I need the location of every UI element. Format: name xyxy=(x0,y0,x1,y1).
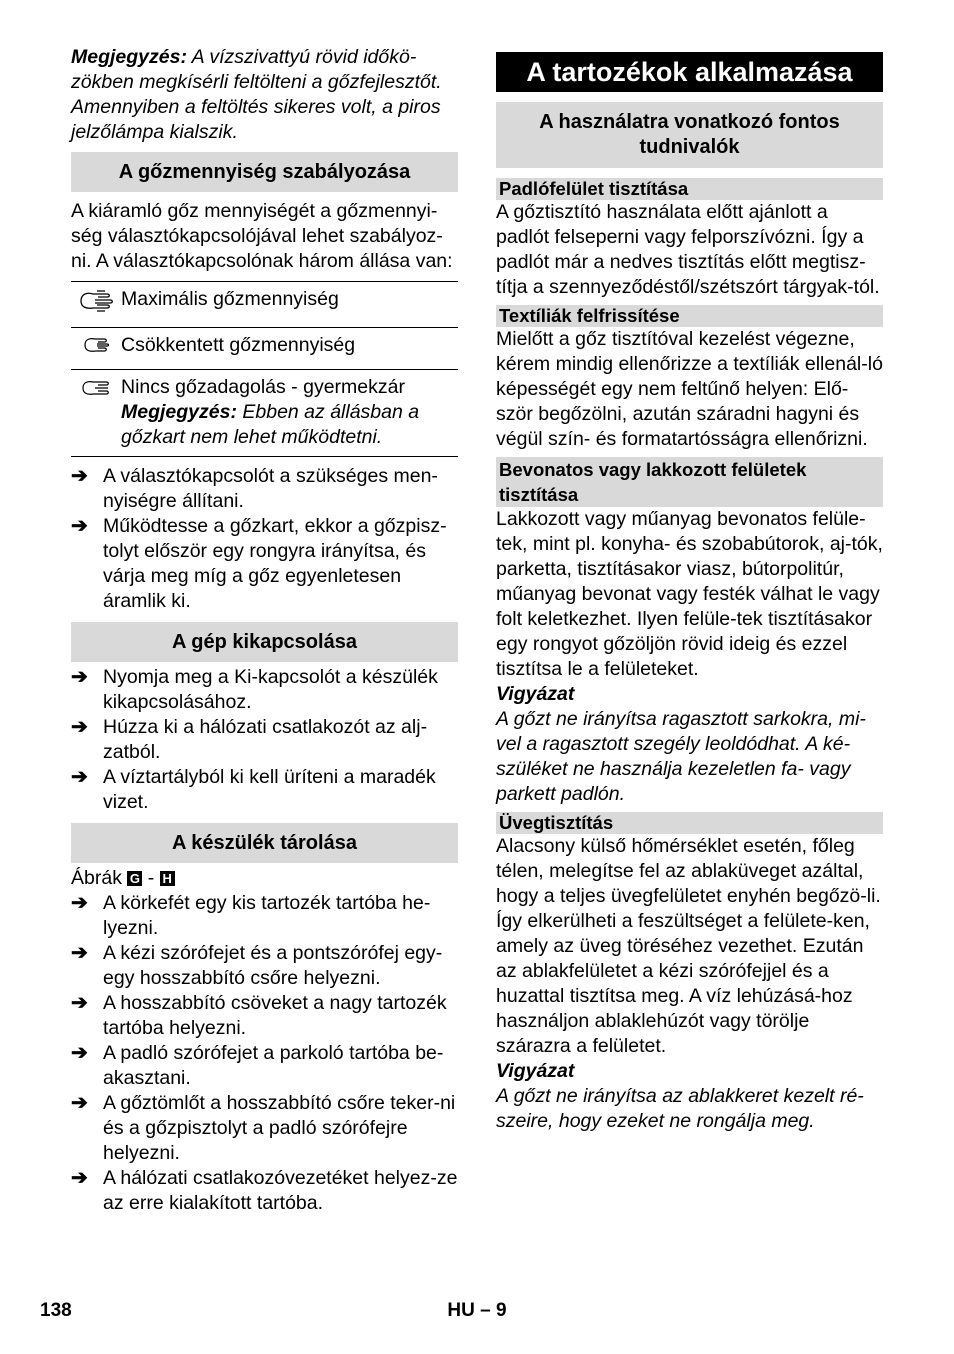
arrow-icon: ➔ xyxy=(71,666,88,688)
child-lock-cell xyxy=(121,370,458,457)
child-lock-label: Nincs gőzadagolás - gyermekzár xyxy=(121,376,405,398)
arrow-icon: ➔ xyxy=(71,942,88,964)
list-item: ➔ A körkefét egy kis tartozék tartóba he-lyezni. xyxy=(71,892,431,939)
glass-heading: Üvegtisztítás xyxy=(496,812,883,834)
reduced-steam-icon xyxy=(71,328,121,370)
coated-warning-text: A gőzt ne irányítsa ragasztott sarkokra, mi-vel a ragasztott szegély leoldódhat. A ké-szüléket ne használja kezeletlen fa- vagy parkett padlón. xyxy=(496,708,866,805)
note-text: Ebben az állásban a gőzkart nem lehet működtetni. xyxy=(121,401,420,448)
list-item: ➔ A gőztömlőt a hosszabbító csőre teker-ni és a gőzpisztolyt a padló szórófejre helyezni. xyxy=(71,1092,456,1164)
floor-heading: Padlófelület tisztítása xyxy=(496,178,883,200)
glass-text: Alacsony külső hőmérséklet esetén, főleg télen, melegítse fel az ablaküveget azáltal, hogy a teljes üvegfelületet enyhén begőzö-li. Így elkerülheti a feszültséget a felülete-ken, amely az üveg töréséhez vezethet. Ezután az ablakfelületet a kézi szórófejjel és a huzattal tisztítsa meg. A víz lehúzásá-hoz használjon ablaklehúzót vagy törölje szárazra a felületet. xyxy=(496,835,881,1057)
section-page-label: HU – 9 xyxy=(447,1300,507,1321)
figure-h-label: H xyxy=(160,871,175,886)
figure-g-label: G xyxy=(127,871,142,886)
storage-steps xyxy=(71,891,458,1216)
coated-heading: Bevonatos vagy lakkozott felületek tisztítása xyxy=(496,457,883,507)
list-item: ➔ A víztartályból ki kell üríteni a maradék vizet. xyxy=(71,766,436,813)
list-item: ➔ A padló szórófejet a parkoló tartóba be-akasztani. xyxy=(71,1042,444,1089)
steam-section-heading: A gőzmennyiség szabályozása xyxy=(71,152,458,192)
arrow-icon: ➔ xyxy=(71,1167,88,1189)
list-item: ➔ A hosszabbító csöveket a nagy tartozék tartóba helyezni. xyxy=(71,992,447,1039)
arrow-icon: ➔ xyxy=(71,892,88,914)
glass-warning-text: A gőzt ne irányítsa az ablakkeret kezelt ré-szeire, hogy ezeket ne rongálja meg. xyxy=(496,1085,864,1132)
important-heading: A használatra vonatkozó fontos tudnivalók xyxy=(496,102,883,168)
glass-warning-label: Vigyázat xyxy=(496,1060,575,1082)
table-row xyxy=(71,328,458,370)
list-item: ➔ Nyomja meg a Ki-kapcsolót a készülék kikapcsolásához. xyxy=(71,666,438,713)
list-item: ➔ Működtesse a gőzkart, ekkor a gőzpisz-tolyt először egy rongyra irányítsa, és várja meg míg a gőz egyenletesen áramlik ki. xyxy=(71,515,447,612)
steam-steps xyxy=(71,464,458,614)
storage-section-heading: A készülék tárolása xyxy=(71,823,458,863)
right-column xyxy=(496,52,883,1134)
note-label: Megjegyzés: xyxy=(121,401,237,423)
pump-note xyxy=(71,45,458,145)
page-title: A tartozékok alkalmazása xyxy=(496,52,883,92)
table-row xyxy=(71,282,458,328)
textiles-text: Mielőtt a gőz tisztítóval kezelést végezne, kérem mindig ellenőrizze a textíliák ellenál-ló képességét egy nem feltűnő helyen: Elő-ször begőzölni, azután száradni hagyni és végül szín- és formatartósságra ellenőrizni. xyxy=(496,328,883,450)
figures-reference: Ábrák G - H xyxy=(71,866,458,891)
table-row xyxy=(71,370,458,457)
list-item: ➔ A kézi szórófejet és a pontszórófej egy-egy hosszabbító csőre helyezni. xyxy=(71,942,443,989)
textiles-heading: Textíliák felfrissítése xyxy=(496,305,883,327)
off-section-heading: A gép kikapcsolása xyxy=(71,622,458,662)
left-column xyxy=(71,45,458,1216)
coated-warning-label: Vigyázat xyxy=(496,683,575,705)
arrow-icon: ➔ xyxy=(71,1092,88,1114)
list-item: ➔ Húzza ki a hálózati csatlakozót az alj-zatból. xyxy=(71,716,428,763)
list-item: ➔ A választókapcsolót a szükséges men-nyiségre állítani. xyxy=(71,465,438,512)
max-steam-label: Maximális gőzmennyiség xyxy=(121,282,458,328)
steam-intro: A kiáramló gőz mennyiségét a gőzmennyi-ség választókapcsolójával lehet szabályoz-ni. A választókapcsolónak három állása van: xyxy=(71,200,453,272)
child-lock-note xyxy=(121,400,458,450)
floor-text: A gőztisztító használata előtt ajánlott a padlót felseperni vagy felporszívózni. Így a padlót már a nedves tisztítás előtt megtisz-títja a szennyeződéstől/szétszórt tárgyak-tól. xyxy=(496,201,880,298)
max-steam-icon xyxy=(71,282,121,328)
off-steps xyxy=(71,665,458,815)
steam-settings-table xyxy=(71,281,458,457)
note-text: A vízszivattyú rövid időkö-zökben megkísérli feltölteni a gőzfejlesztőt. Amennyiben a feltöltés sikeres volt, a piros jelzőlámpa kialszik. xyxy=(71,46,442,143)
arrow-icon: ➔ xyxy=(71,1042,88,1064)
reduced-steam-label: Csökkentett gőzmennyiség xyxy=(121,328,458,370)
child-lock-icon xyxy=(71,370,121,457)
list-item: ➔ A hálózati csatlakozóvezetéket helyez-ze az erre kialakított tartóba. xyxy=(71,1167,458,1214)
arrow-icon: ➔ xyxy=(71,766,88,788)
arrow-icon: ➔ xyxy=(71,515,88,537)
arrow-icon: ➔ xyxy=(71,716,88,738)
note-label: Megjegyzés: xyxy=(71,46,187,68)
arrow-icon: ➔ xyxy=(71,992,88,1014)
page-number: 138 xyxy=(40,1300,72,1321)
coated-text: Lakkozott vagy műanyag bevonatos felüle-tek, mint pl. konyha- és szobabútorok, aj-tók, parketta, tisztításakor viasz, bútorpolitúr, műanyag bevonat vagy festék válhat le vagy folt keletkezhet. Ilyen felüle-tek tisztításakor egy rongyot gőzöljön rövid ideig és ezzel tisztítsa le a felületeket. xyxy=(496,508,883,680)
arrow-icon: ➔ xyxy=(71,465,88,487)
